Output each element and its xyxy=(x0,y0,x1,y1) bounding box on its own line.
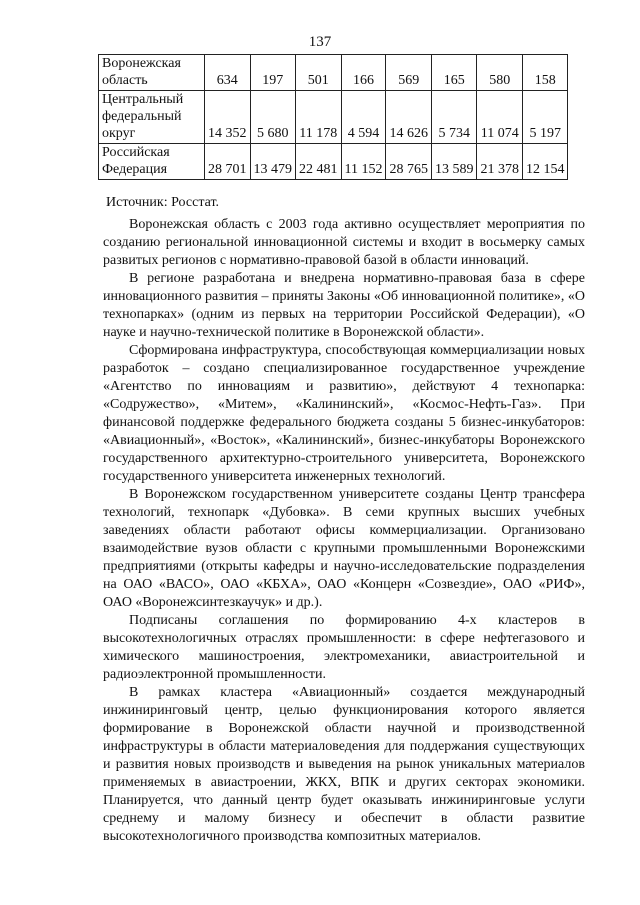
value-cell: 5 197 xyxy=(522,91,568,144)
value-cell: 11 074 xyxy=(477,91,523,144)
value-cell: 580 xyxy=(477,55,523,91)
body-text xyxy=(103,216,585,846)
value-cell: 14 352 xyxy=(205,91,251,144)
table-body xyxy=(99,55,568,180)
value-cell: 4 594 xyxy=(341,91,386,144)
region-name-line: Федерация xyxy=(102,162,168,177)
value-cell: 634 xyxy=(205,55,251,91)
table-row xyxy=(99,55,568,91)
value-cell: 501 xyxy=(296,55,342,91)
region-name-line: Центральный xyxy=(102,92,184,107)
region-name-line: округ xyxy=(102,126,136,141)
value-cell: 28 701 xyxy=(205,144,251,180)
value-cell: 22 481 xyxy=(296,144,342,180)
region-name-line: Российская xyxy=(102,145,170,160)
paragraph: Сформирована инфраструктура, способствующая коммерциализации новых разработок – создано специализированное государственное учреждение «Агентство по инновациям и развитию», действуют 4 технопарка: «Содружество», «Митем», «Калининский», «Космос-Нефть-Газ». При финансовой поддержке федерального бюджета созданы 5 бизнес-инкубаторов: «Авиационный», «Восток», «Калининский», бизнес-инкубаторы Воронежского государственного архитектурно-строительного университета, Воронежского государственного университета инженерных технологий. xyxy=(103,343,585,484)
paragraph: В рамках кластера «Авиационный» создается международный инжиниринговый центр, целью функционирования которого является формирование в Воронежской области научной и производственной инфраструктуры в области материаловедения для поддержания существующих и развития новых производств и выведения на рынок уникальных материалов применяемых в авиастроении, ЖКХ, ВПК и других секторах экономики. Планируется, что данный центр будет оказывать инжиниринговые услуги среднему и малому бизнесу и обеспечит в области развитие высокотехнологичного производства композитных материалов. xyxy=(103,685,585,844)
statistics-table xyxy=(98,54,568,180)
value-cell: 21 378 xyxy=(477,144,523,180)
region-name-line: область xyxy=(102,73,148,88)
value-cell: 569 xyxy=(386,55,432,91)
value-cell: 13 589 xyxy=(431,144,477,180)
table-row xyxy=(99,144,568,180)
region-name-line: Воронежская xyxy=(102,56,181,71)
value-cell: 165 xyxy=(431,55,477,91)
value-cell: 12 154 xyxy=(522,144,568,180)
paragraph: Подписаны соглашения по формированию 4-х кластеров в высокотехнологичных отраслях промышленности: в сфере нефтегазового и химического машиностроения, электромеханики, авиастроительной и радиоэлектронной промышленности. xyxy=(103,613,585,682)
region-cell xyxy=(99,144,205,180)
value-cell: 5 680 xyxy=(250,91,296,144)
value-cell: 197 xyxy=(250,55,296,91)
value-cell: 11 152 xyxy=(341,144,386,180)
value-cell: 5 734 xyxy=(431,91,477,144)
table-row xyxy=(99,91,568,144)
value-cell: 11 178 xyxy=(296,91,342,144)
paragraph: В Воронежском государственном университете созданы Центр трансфера технологий, технопарк «Дубовка». В семи крупных высших учебных заведениях области работают офисы коммерциализации. Организовано взаимодействие вузов области с крупными промышленными Воронежскими предприятиями (открыты кафедры и научно-исследовательские подразделения на ОАО «ВАСО», ОАО «КБХА», ОАО «Концерн «Созвездие», ОАО «РИФ», ОАО «Воронежсинтезкаучук» и др.). xyxy=(103,487,585,610)
value-cell: 14 626 xyxy=(386,91,432,144)
value-cell: 28 765 xyxy=(386,144,432,180)
region-cell xyxy=(99,55,205,91)
value-cell: 166 xyxy=(341,55,386,91)
region-cell xyxy=(99,91,205,144)
paragraph: В регионе разработана и внедрена нормативно-правовая база в сфере инновационного развития – приняты Законы «Об инновационной политике», «О технопарках» (одним из первых на территории Российской Федерации), «О науке и научно-технической политике в Воронежской области». xyxy=(103,271,585,340)
page-number: 137 xyxy=(308,34,332,50)
value-cell: 158 xyxy=(522,55,568,91)
paragraph: Воронежская область с 2003 года активно осуществляет мероприятия по созданию региональной инновационной системы и входит в восьмерку самых развитых регионов с нормативно-правовой базой в области инноваций. xyxy=(103,217,585,268)
region-name-line: федеральный xyxy=(102,109,182,124)
value-cell: 13 479 xyxy=(250,144,296,180)
source-note: Источник: Росстат. xyxy=(106,195,220,210)
